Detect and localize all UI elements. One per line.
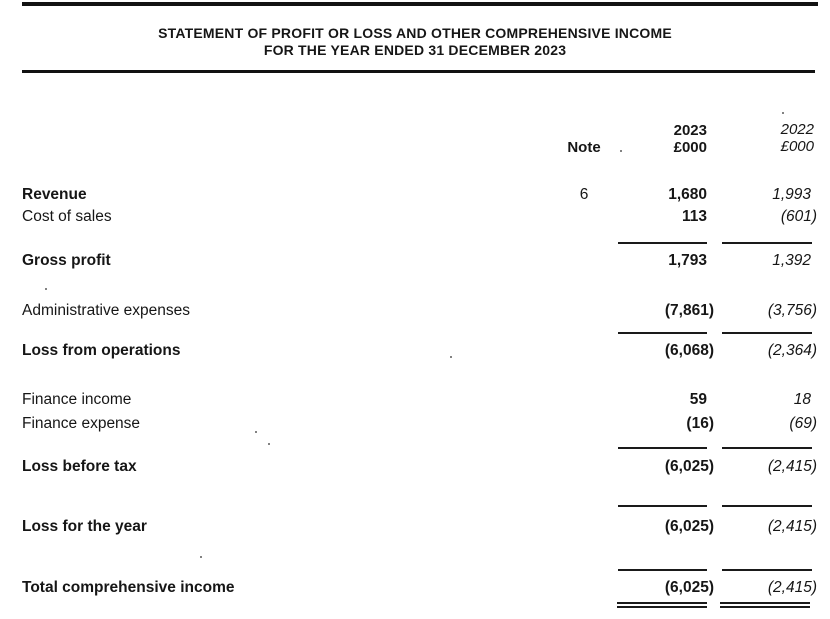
- value-2022: (601): [780, 208, 817, 225]
- row-label: Revenue: [22, 186, 87, 203]
- value-2022: 1,993: [772, 186, 811, 203]
- subtotal-rule-2023: [618, 447, 707, 449]
- row-loss-from-operations: [0, 342, 830, 360]
- value-2022: 1,392: [772, 252, 811, 269]
- scan-artifact-dot: [620, 150, 622, 152]
- row-label: Finance income: [22, 391, 132, 408]
- row-label: Administrative expenses: [22, 302, 190, 319]
- scan-artifact-dot: [45, 288, 47, 290]
- header-rule-top: [22, 2, 818, 6]
- value-2023: (6,025): [664, 579, 714, 596]
- value-2022: (2,415): [767, 458, 817, 475]
- row-administrative-expenses: [0, 302, 830, 320]
- row-label: Loss before tax: [22, 458, 137, 475]
- grand-total-double-rule-2023: [617, 602, 707, 604]
- scan-artifact-dot: [268, 443, 270, 445]
- subtotal-rule-2022: [722, 569, 812, 571]
- row-total-comprehensive-income: [0, 579, 830, 597]
- row-label: Total comprehensive income: [22, 579, 235, 596]
- subtotal-rule-2022: [722, 447, 812, 449]
- row-label: Cost of sales: [22, 208, 112, 225]
- row-loss-before-tax: [0, 458, 830, 476]
- column-header-unit-2023: £000: [673, 139, 707, 156]
- row-label: Finance expense: [22, 415, 141, 432]
- row-loss-for-the-year: [0, 518, 830, 536]
- value-2023: 113: [681, 208, 707, 225]
- row-label: Gross profit: [22, 252, 111, 269]
- scan-artifact-dot: [255, 431, 257, 433]
- grand-total-double-rule-2023: [617, 606, 707, 608]
- page-title-line-1: STATEMENT OF PROFIT OR LOSS AND OTHER COMPREHENSIVE INCOME: [158, 25, 672, 41]
- value-2023: (6,025): [664, 518, 714, 535]
- value-2023: 59: [689, 391, 707, 408]
- row-revenue: [0, 186, 830, 204]
- value-2023: (16): [686, 415, 714, 432]
- subtotal-rule-2022: [722, 505, 812, 507]
- subtotal-rule-2023: [618, 505, 707, 507]
- row-finance-expense: [0, 415, 830, 433]
- value-2023: 1,680: [668, 186, 707, 203]
- value-2023: 1,793: [668, 252, 707, 269]
- header-rule-bottom: [22, 70, 815, 73]
- scan-artifact-dot: [200, 556, 202, 558]
- scan-artifact-dot: [782, 112, 784, 114]
- value-2022: (2,364): [767, 342, 817, 359]
- value-2023: (6,068): [664, 342, 714, 359]
- value-2023: (6,025): [664, 458, 714, 475]
- grand-total-double-rule-2022: [720, 606, 810, 608]
- subtotal-rule-2022: [722, 242, 812, 244]
- value-2022: 18: [793, 391, 811, 408]
- scan-artifact-dot: [450, 356, 452, 358]
- value-2022: (2,415): [767, 579, 817, 596]
- value-2022: (69): [789, 415, 817, 432]
- grand-total-double-rule-2022: [720, 602, 810, 604]
- note-ref: 6: [579, 186, 589, 203]
- row-label: Loss for the year: [22, 518, 147, 535]
- value-2023: (7,861): [664, 302, 714, 319]
- subtotal-rule-2023: [618, 569, 707, 571]
- row-label: Loss from operations: [22, 342, 181, 359]
- column-header-note: Note: [567, 139, 601, 156]
- row-gross-profit: [0, 252, 830, 270]
- subtotal-rule-2022: [722, 332, 812, 334]
- column-header-year-2022: 2022: [780, 121, 814, 138]
- column-header-year-2023: 2023: [673, 122, 707, 139]
- value-2022: (2,415): [767, 518, 817, 535]
- page-title-line-2: FOR THE YEAR ENDED 31 DECEMBER 2023: [263, 42, 567, 58]
- column-header-unit-2022: £000: [780, 138, 814, 155]
- subtotal-rule-2023: [618, 242, 707, 244]
- row-cost-of-sales: [0, 208, 830, 226]
- subtotal-rule-2023: [618, 332, 707, 334]
- row-finance-income: [0, 391, 830, 409]
- value-2022: (3,756): [767, 302, 817, 319]
